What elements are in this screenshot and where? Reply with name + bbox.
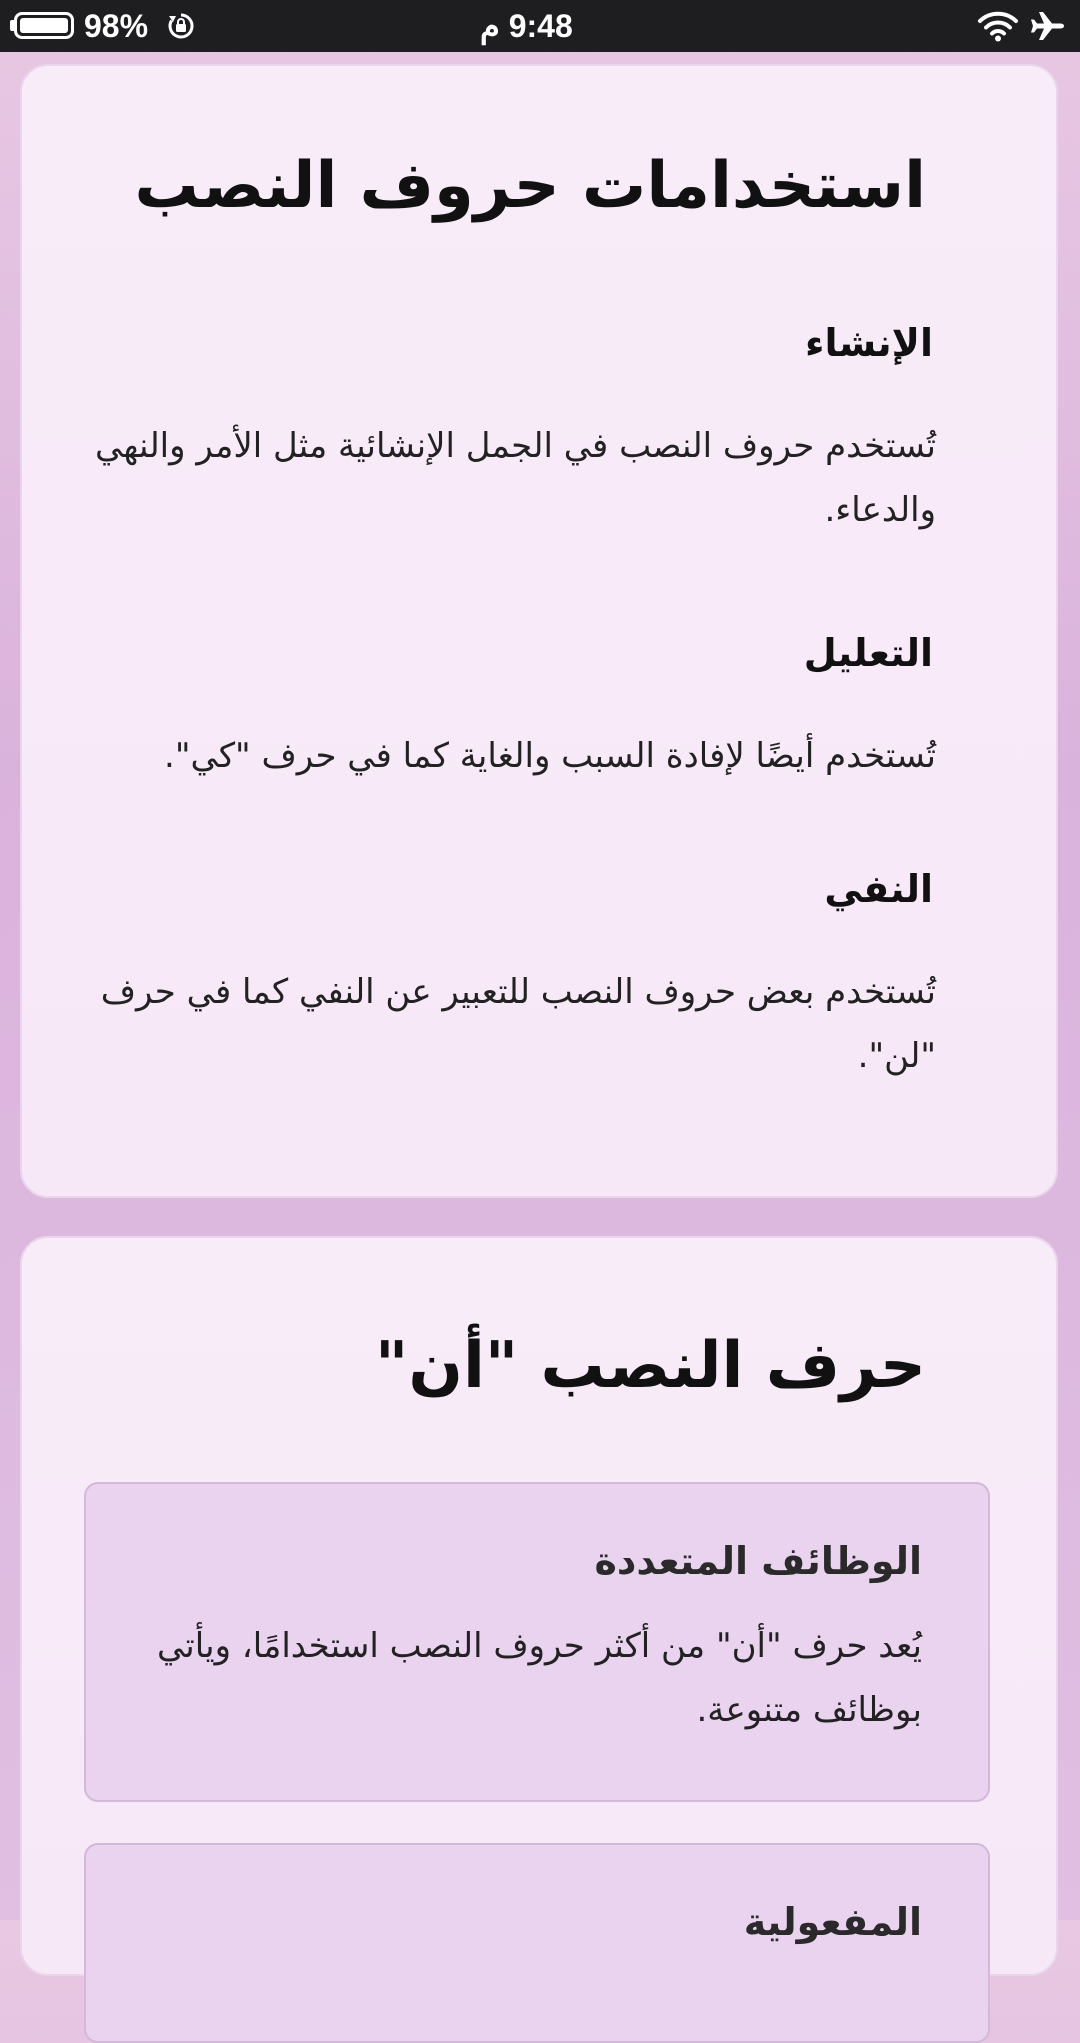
clock: 9:48 م <box>480 8 573 44</box>
orientation-lock-icon <box>167 12 195 40</box>
wifi-icon <box>978 10 1018 42</box>
info-box-functions <box>84 1482 990 1802</box>
harf-an-card <box>20 1236 1058 1976</box>
section-body-taalil: تُستخدم أيضًا لإفادة السبب والغاية كما في حرف "كي". <box>164 736 936 776</box>
card-title: حرف النصب "أن" <box>375 1329 926 1403</box>
section-heading-taalil: التعليل <box>803 631 933 675</box>
section-body-nafy: تُستخدم بعض حروف النصب للتعبير عن النفي كما في حرف "لن". <box>100 972 936 1076</box>
card-title: استخدامات حروف النصب <box>134 149 926 223</box>
section-body-insha: تُستخدم حروف النصب في الجمل الإنشائية مثل الأمر والنهي والدعاء. <box>95 426 936 530</box>
airplane-icon <box>1030 10 1066 42</box>
info-box-mafuliya <box>84 1843 990 2043</box>
info-box-title: الوظائف المتعددة <box>594 1539 922 1583</box>
usages-card <box>20 64 1058 1198</box>
section-heading-nafy: النفي <box>824 867 933 911</box>
info-box-title: المفعولية <box>743 1900 922 1944</box>
info-box-text: يُعد حرف "أن" من أكثر حروف النصب استخدامًا، ويأتي بوظائف متنوعة. <box>156 1626 922 1730</box>
section-heading-insha: الإنشاء <box>805 321 933 365</box>
battery-icon <box>14 12 74 39</box>
status-bar <box>0 0 1080 52</box>
battery-percent: 98% <box>84 8 149 44</box>
